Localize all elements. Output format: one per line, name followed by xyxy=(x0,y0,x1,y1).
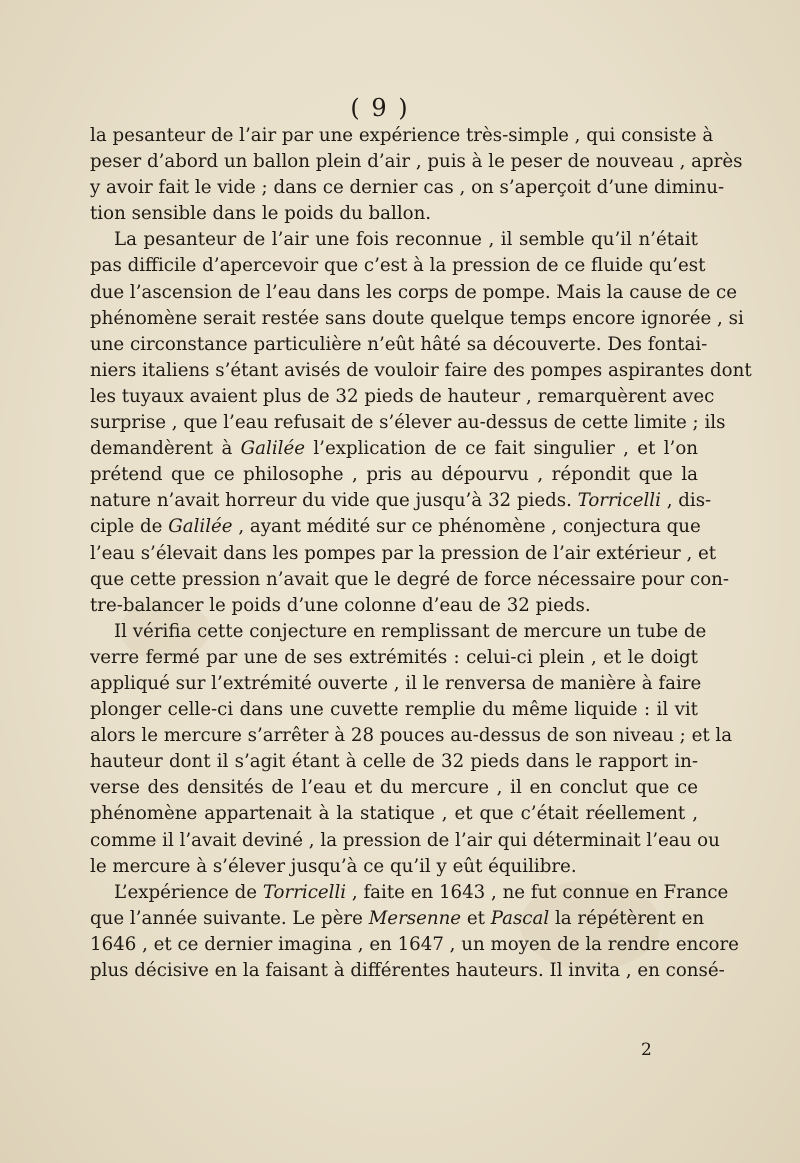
text-line: l’eau s’élevait dans les pompes par la pression de l’air extérieur , et xyxy=(90,542,717,564)
text-line: tion sensible dans le poids du ballon. xyxy=(90,203,432,225)
text-line: surprise , que l’eau refusait de s’élever au-dessus de cette limite ; ils xyxy=(90,412,726,434)
text-line: phénomène serait restée sans doute quelque temps encore ignorée , si xyxy=(90,307,744,329)
body-text xyxy=(90,123,752,984)
text-line: les tuyaux avaient plus de 32 pieds de hauteur , remarquèrent avec xyxy=(90,385,715,407)
text-line: comme il l’avait deviné , la pression de l’air qui déterminait l’eau ou xyxy=(90,829,720,851)
text-line: alors le mercure s’arrêter à 28 pouces au-dessus de son niveau ; et la xyxy=(90,725,733,747)
text-line: La pesanteur de l’air une fois reconnue , il semble qu’il n’était xyxy=(114,229,698,251)
page-number: ( 9 ) xyxy=(350,94,410,122)
text-line: Il vérifia cette conjecture en remplissant de mercure un tube de xyxy=(114,620,707,642)
text-line: que cette pression n’avait que le degré de force nécessaire pour con- xyxy=(90,568,730,590)
text-line: L’expérience de Torricelli , faite en 1643 , ne fut connue en France xyxy=(114,881,729,903)
text-line: plonger celle-ci dans une cuvette remplie du même liquide : il vit xyxy=(90,699,698,721)
text-line: nature n’avait horreur du vide que jusqu’à 32 pieds. Torricelli , dis- xyxy=(90,490,712,512)
text-line: niers italiens s’étant avisés de vouloir faire des pompes aspirantes dont xyxy=(90,359,752,381)
text-line: le mercure à s’élever jusqu’à ce qu’il y eût équilibre. xyxy=(90,855,577,877)
text-line: peser d’abord un ballon plein d’air , puis à le peser de nouveau , après xyxy=(90,151,743,173)
text-line: verse des densités de l’eau et du mercure , il en conclut que ce xyxy=(90,777,698,799)
text-line: que l’année suivante. Le père Mersenne et Pascal la répétèrent en xyxy=(90,907,705,929)
text-line: demandèrent à Galilée l’explication de ce fait singulier , et l’on xyxy=(90,438,698,460)
text-line: due l’ascension de l’eau dans les corps de pompe. Mais la cause de ce xyxy=(90,281,738,303)
signature-mark: 2 xyxy=(641,1040,652,1060)
text-line: prétend que ce philosophe , pris au dépourvu , répondit que la xyxy=(90,464,698,486)
text-line: appliqué sur l’extrémité ouverte , il le renversa de manière à faire xyxy=(90,672,702,694)
text-line: ciple de Galilée , ayant médité sur ce phénomène , conjectura que xyxy=(90,516,701,538)
text-line: hauteur dont il s’agit étant à celle de 32 pieds dans le rapport in- xyxy=(90,751,698,773)
text-line: la pesanteur de l’air par une expérience très-simple , qui consiste à xyxy=(90,125,714,146)
text-line: 1646 , et ce dernier imagina , en 1647 , un moyen de la rendre encore xyxy=(90,933,739,955)
text-line: y avoir fait le vide ; dans ce dernier cas , on s’aperçoit d’une diminu- xyxy=(90,177,725,199)
text-line: tre-balancer le poids d’une colonne d’eau de 32 pieds. xyxy=(90,594,591,616)
text-line: une circonstance particulière n’eût hâté sa découverte. Des fontai- xyxy=(90,333,708,355)
text-line: pas difficile d’apercevoir que c’est à la pression de ce fluide qu’est xyxy=(90,255,706,277)
text-line: plus décisive en la faisant à différentes hauteurs. Il invita , en consé- xyxy=(90,960,725,981)
text-line: verre fermé par une de ses extrémités : celui-ci plein , et le doigt xyxy=(90,646,698,668)
text-line: phénomène appartenait à la statique , et que c’était réellement , xyxy=(90,803,698,825)
